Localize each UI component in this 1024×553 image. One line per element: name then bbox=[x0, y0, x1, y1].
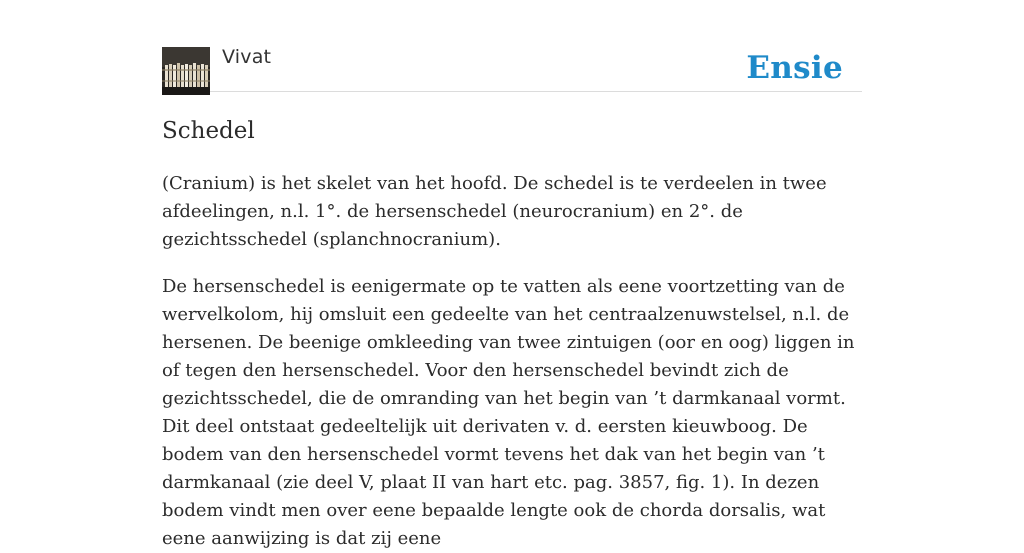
book-spines-icon bbox=[162, 47, 210, 95]
avatar[interactable] bbox=[162, 47, 210, 95]
source-name[interactable]: Vivat bbox=[222, 46, 272, 68]
page bbox=[162, 0, 862, 553]
brand-logo[interactable]: Ensie bbox=[746, 50, 843, 86]
header bbox=[162, 0, 862, 92]
article-paragraph: De hersenschedel is eenigermate op te vatten als eene voortzetting van de wervelkolom, hij omsluit een gedeelte van het centraalzenuwstelsel, n.l. de hersenen. De beenige omkleeding van twee zintuigen (oor en oog) liggen in of tegen den hersenschedel. Voor den hersenschedel bevindt zich de gezichtsschedel, die de omranding van het begin van ’t darmkanaal vormt. Dit deel ontstaat gedeeltelijk uit derivaten v. d. eersten kieuwboog. De bodem van den hersenschedel vormt tevens het dak van het begin van ’t darmkanaal (zie deel V, plaat II van hart etc. pag. 3857, fig. 1). In dezen bodem vindt men over eene bepaalde lengte ook de chorda dorsalis, wat eene aanwijzing is dat zij eene bbox=[162, 276, 855, 549]
article-paragraph: (Cranium) is het skelet van het hoofd. De schedel is te verdeelen in twee afdeelingen, n.l. 1°. de hersenschedel (neurocranium) en 2°. de gezichtsschedel (splanchnocranium). bbox=[162, 173, 827, 250]
page-title: Schedel bbox=[162, 118, 255, 144]
